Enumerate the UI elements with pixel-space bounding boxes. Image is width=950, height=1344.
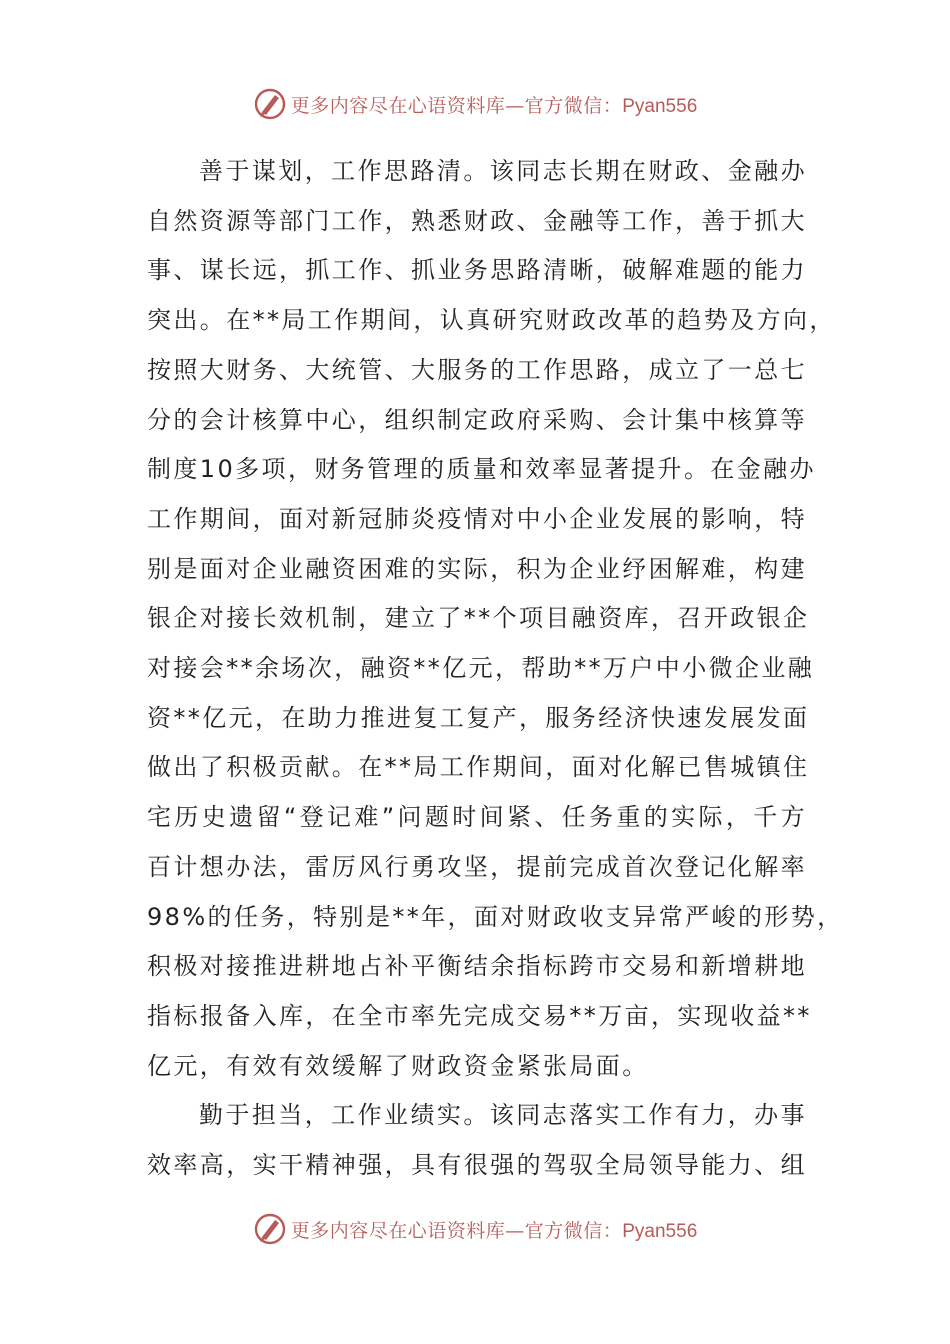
wechat-id: Pyan556 [622, 1220, 698, 1242]
text-line: 宅历史遗留“登记难”问题时间紧、任务重的实际，千方 [147, 803, 807, 832]
text-line: 亿元，有效有效缓解了财政资金紧张局面。 [147, 1051, 649, 1080]
text-line: 制度10多项，财务管理的质量和效率显著提升。在金融办 [147, 455, 816, 484]
text-line: 勤于担当，工作业绩实。该同志落实工作有力，办事 [199, 1101, 807, 1130]
watermark-text: 更多内容尽在心语资料库—官方微信：Pyan556 [290, 94, 698, 117]
text-line: 做出了积极贡献。在**局工作期间，面对化解已售城镇住 [147, 753, 810, 782]
watermark-header [0, 84, 950, 124]
text-line: 事、谋长远，抓工作、抓业务思路清晰，破解难题的能力 [147, 256, 807, 285]
text-line: 指标报备入库，在全市率先完成交易**万亩，实现收益** [147, 1001, 812, 1030]
text-line: 对接会**余场次，融资**亿元，帮助**万户中小微企业融 [147, 654, 815, 683]
pen-logo-icon [253, 1212, 287, 1246]
document-body [147, 147, 844, 1191]
wechat-id: Pyan556 [622, 95, 698, 117]
watermark-footer [0, 1209, 950, 1249]
text-line: 工作期间，面对新冠肺炎疫情对中小企业发展的影响，特 [147, 504, 807, 533]
text-line: 积极对接推进耕地占补平衡结余指标跨市交易和新增耕地 [147, 952, 807, 981]
text-line: 分的会计核算中心，组织制定政府采购、会计集中核算等 [147, 405, 807, 434]
text-line: 善于谋划，工作思路清。该同志长期在财政、金融办 [199, 157, 807, 185]
text-line: 98%的任务，特别是**年，面对财政收支异常严峻的形势， [147, 902, 844, 931]
text-line: 银企对接长效机制，建立了**个项目融资库，召开政银企 [147, 604, 810, 633]
paragraph [147, 1091, 807, 1190]
pen-logo-icon [253, 87, 287, 121]
text-line: 效率高，实干精神强，具有很强的驾驭全局领导能力、组 [147, 1151, 807, 1180]
text-line: 自然资源等部门工作，熟悉财政、金融等工作，善于抓大 [147, 206, 807, 235]
text-line: 按照大财务、大统管、大服务的工作思路，成立了一总七 [147, 355, 807, 384]
watermark-text: 更多内容尽在心语资料库—官方微信：Pyan556 [290, 1219, 698, 1242]
text-line: 突出。在**局工作期间，认真研究财政改革的趋势及方向， [147, 306, 836, 335]
text-line: 资**亿元，在助力推进复工复产，服务经济快速发展发面 [147, 703, 810, 732]
text-line: 别是面对企业融资困难的实际，积为企业纾困解难，构建 [147, 554, 807, 583]
text-line: 百计想办法，雷厉风行勇攻坚，提前完成首次登记化解率 [147, 852, 807, 881]
paragraph [147, 147, 844, 1091]
